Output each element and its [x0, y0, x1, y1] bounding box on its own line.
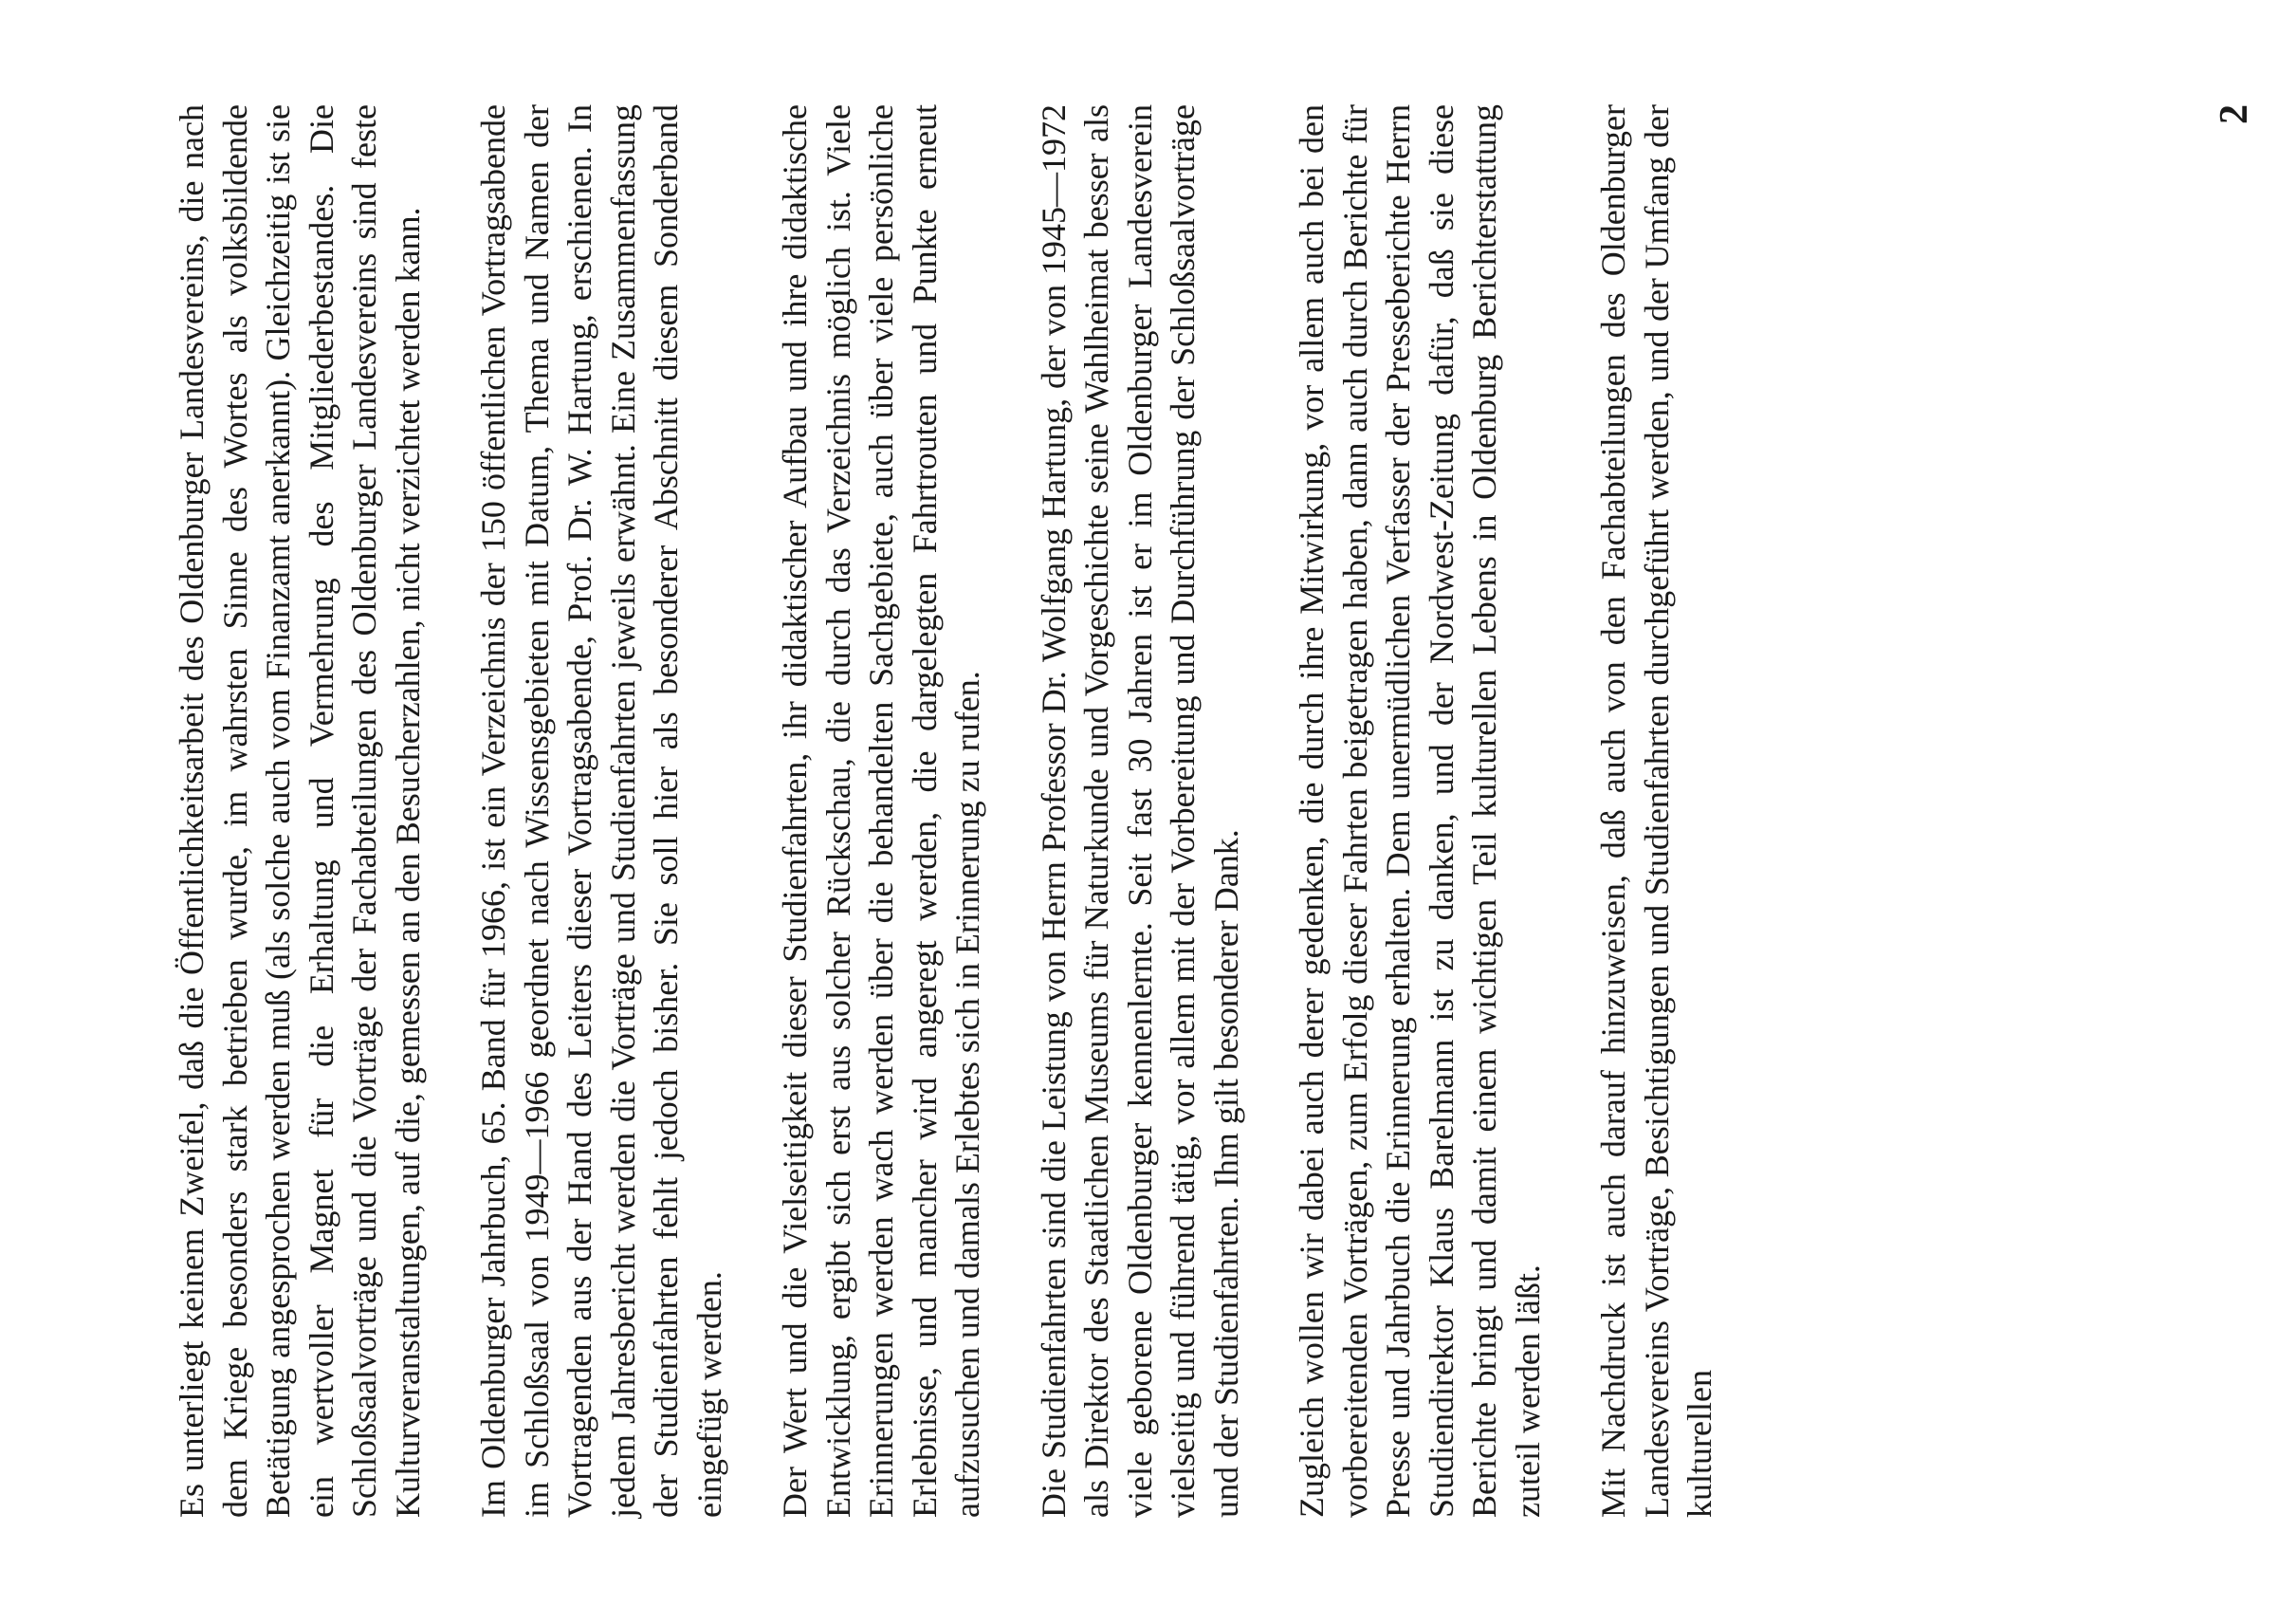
paragraph-6: Mit Nachdruck ist auch darauf hinzuweisen, daß auch von den Fachabteilungen des Oldenburger Landesvereins Vorträge, Besichtigungen und Studienfahrten durchgeführt werden, und der Umfang der kulturellen — [1594, 104, 1718, 1518]
page-content — [171, 104, 2256, 1518]
paragraph-2: Im Oldenburger Jahrbuch, 65. Band für 1966, ist ein Verzeichnis der 150 öffentlichen Vortragsabende im Schloßsaal von 1949—1966 geordnet nach Wissensgebieten mit Datum, Thema und Namen der Vortragenden aus der Hand des Leiters dieser Vortragsabende, Prof. Dr. W. Hartung, erschienen. In jedem Jahresbericht werden die Vorträge und Studienfahrten jeweils erwähnt. Eine Zusammenfassung der Studienfahrten fehlt jedoch bisher. Sie soll hier als besonderer Abschnitt diesem Sonderband eingefügt werden. — [474, 104, 728, 1518]
paragraph-5: Zugleich wollen wir dabei auch derer gedenken, die durch ihre Mitwirkung, vor allem auch bei den vorbereitenden Vorträgen, zum Erfolg dieser Fahrten beigetragen haben, dann auch durch Berichte für Presse und Jahrbuch die Erinnerung erhalten. Dem unermüdlichen Verfasser der Presseberichte Herrn Studiendirektor Klaus Barelmann ist zu danken, und der Nordwest-Zeitung dafür, daß sie diese Berichte bringt und damit einem wichtigen Teil kulturellen Lebens in Oldenburg Berichterstattung zuteil werden läßt. — [1293, 104, 1547, 1518]
paragraph-1: Es unterliegt keinem Zweifel, daß die Öffentlichkeitsarbeit des Oldenburger Landesvereins, die nach dem Kriege besonders stark betrieben wurde, im wahrsten Sinne des Wortes als volksbildende Betätigung angesprochen werden muß (als solche auch vom Finanzamt anerkannt). Gleichzeitig ist sie ein wertvoller Magnet für die Erhaltung und Vermehrung des Mitgliederbestandes. Die Schloßsaalvorträge und die Vorträge der Fachabteilungen des Oldenburger Landesvereins sind feste Kulturveranstaltungen, auf die, gemessen an den Besucherzahlen, nicht verzichtet werden kann. — [173, 104, 427, 1518]
page-number: 2 — [2213, 104, 2256, 124]
paragraph-3: Der Wert und die Vielseitigkeit dieser Studienfahrten, ihr didaktischer Aufbau und ihre didaktische Entwicklung, ergibt sich erst aus solcher Rückschau, die durch das Verzeichnis möglich ist. Viele Erinnerungen werden wach werden über die behandelten Sachgebiete, auch über viele persönliche Erlebnisse, und mancher wird angeregt werden, die dargelegten Fahrtrouten und Punkte erneut aufzusuchen und damals Erlebtes sich in Erinnerung zu rufen. — [776, 104, 986, 1518]
paragraph-4: Die Studienfahrten sind die Leistung von Herrn Professor Dr. Wolfgang Hartung, der von 1945—1972 als Direktor des Staatlichen Museums für Naturkunde und Vorgeschichte seine Wahlheimat besser als viele geborene Oldenburger kennenlernte. Seit fast 30 Jahren ist er im Oldenburger Landesverein vielseitig und führend tätig, vor allem mit der Vorbereitung und Durchführung der Schloßsaalvorträge und der Studienfahrten. Ihm gilt besonderer Dank. — [1034, 104, 1245, 1518]
